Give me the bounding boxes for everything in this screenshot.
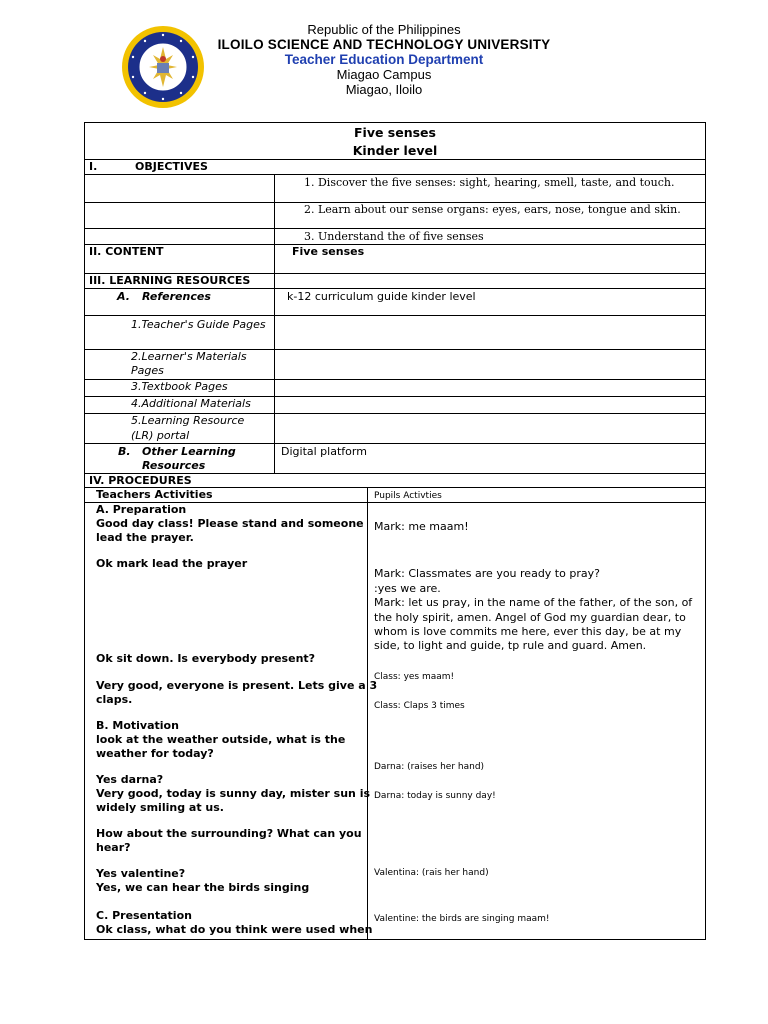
pupil-line: Valentine: the birds are singing maam!	[374, 914, 550, 924]
objectives-heading: OBJECTIVES	[135, 160, 208, 173]
pupil-line: :yes we are.	[374, 582, 441, 595]
teacher-line: look at the weather outside, what is the	[96, 733, 346, 746]
row-divider	[85, 288, 705, 289]
learners-materials-line1: 2.Learner's Materials	[131, 350, 247, 363]
teacher-line: Ok mark lead the prayer	[96, 557, 248, 570]
additional-materials: 4.Additional Materials	[131, 397, 251, 410]
row-divider	[85, 443, 705, 444]
teacher-line: lead the prayer.	[96, 531, 194, 544]
teacher-line: How about the surrounding? What can you	[96, 827, 362, 840]
teacher-line: Good day class! Please stand and someone	[96, 517, 364, 530]
teacher-line: Very good, today is sunny day, mister sun is	[96, 787, 371, 800]
pupil-line: Class: yes maam!	[374, 672, 455, 682]
content-heading: II. CONTENT	[89, 245, 164, 258]
teacher-line: A. Preparation	[96, 503, 187, 516]
row-divider	[85, 228, 705, 229]
content-value: Five senses	[292, 245, 365, 258]
references-value: k-12 curriculum guide kinder level	[287, 290, 476, 303]
lesson-level: Kinder level	[352, 143, 438, 158]
column-divider	[274, 174, 275, 473]
objectives-number: I.	[89, 160, 98, 173]
pupil-line: Darna: today is sunny day!	[374, 791, 496, 801]
other-resources-value: Digital platform	[281, 445, 367, 458]
teacher-line: Yes darna?	[96, 773, 164, 786]
teachers-guide-pages: 1.Teacher's Guide Pages	[131, 318, 266, 331]
learners-materials-line2: Pages	[131, 364, 164, 377]
pupil-line: Class: Claps 3 times	[374, 701, 465, 711]
pupil-line: Valentina: (rais her hand)	[374, 868, 489, 878]
document-header	[0, 22, 768, 97]
teacher-line: hear?	[96, 841, 131, 854]
references-label: References	[142, 290, 211, 303]
teacher-line: B. Motivation	[96, 719, 179, 732]
teacher-line: Very good, everyone is present. Lets give a 3	[96, 679, 378, 692]
column-divider	[367, 487, 368, 940]
teachers-activities-header: Teachers Activities	[96, 488, 213, 501]
university-name: ILOILO SCIENCE AND TECHNOLOGY UNIVERSITY	[217, 37, 551, 52]
learning-resources-heading: III. LEARNING RESOURCES	[89, 274, 251, 287]
department-name: Teacher Education Department	[284, 52, 484, 67]
objective-item-2: 2. Learn about our sense organs: eyes, ears, nose, tongue and skin.	[304, 203, 681, 216]
objective-item-3: 3. Understand the of five senses	[304, 230, 484, 243]
teacher-line: widely smiling at us.	[96, 801, 224, 814]
campus-name: Miagao Campus	[336, 67, 432, 82]
other-resources-line1: Other Learning	[142, 445, 236, 458]
row-divider	[85, 315, 705, 316]
objective-item-1: 1. Discover the five senses: sight, hearing, smell, taste, and touch.	[304, 176, 675, 189]
row-divider	[85, 174, 705, 175]
pupil-line: Mark: let us pray, in the name of the father, of the son, of	[374, 596, 693, 609]
teacher-line: Yes, we can hear the birds singing	[96, 881, 310, 894]
campus-address: Miagao, Iloilo	[345, 82, 423, 97]
teacher-line: claps.	[96, 693, 133, 706]
teacher-line: Yes valentine?	[96, 867, 186, 880]
lr-portal-line1: 5.Learning Resource	[131, 414, 245, 427]
lr-portal-line2: (LR) portal	[131, 429, 190, 442]
row-divider	[85, 244, 705, 245]
pupils-activities-header: Pupils Activties	[374, 491, 442, 501]
references-number: A.	[117, 290, 130, 303]
teacher-line: weather for today?	[96, 747, 214, 760]
pupil-line: whom is love commits me here, ever this day, be at my	[374, 625, 682, 638]
lesson-plan-table	[84, 122, 706, 940]
teacher-line: C. Presentation	[96, 909, 192, 922]
other-resources-number: B.	[118, 445, 131, 458]
pupil-line: side, to light and guide, tp rule and guard. Amen.	[374, 639, 647, 652]
other-resources-line2: Resources	[142, 459, 206, 472]
pupil-line: the holy spirit, amen. Angel of God my guardian dear, to	[374, 611, 686, 624]
teacher-line: Ok sit down. Is everybody present?	[96, 652, 316, 665]
teacher-line: Ok class, what do you think were used when	[96, 923, 373, 936]
textbook-pages: 3.Textbook Pages	[131, 380, 228, 393]
lesson-title: Five senses	[354, 125, 436, 140]
procedures-heading: IV. PROCEDURES	[89, 474, 192, 487]
pupil-line: Darna: (raises her hand)	[374, 762, 485, 772]
pupil-line: Mark: me maam!	[374, 520, 469, 533]
republic-line: Republic of the Philippines	[307, 22, 461, 37]
pupil-line: Mark: Classmates are you ready to pray?	[374, 567, 600, 580]
